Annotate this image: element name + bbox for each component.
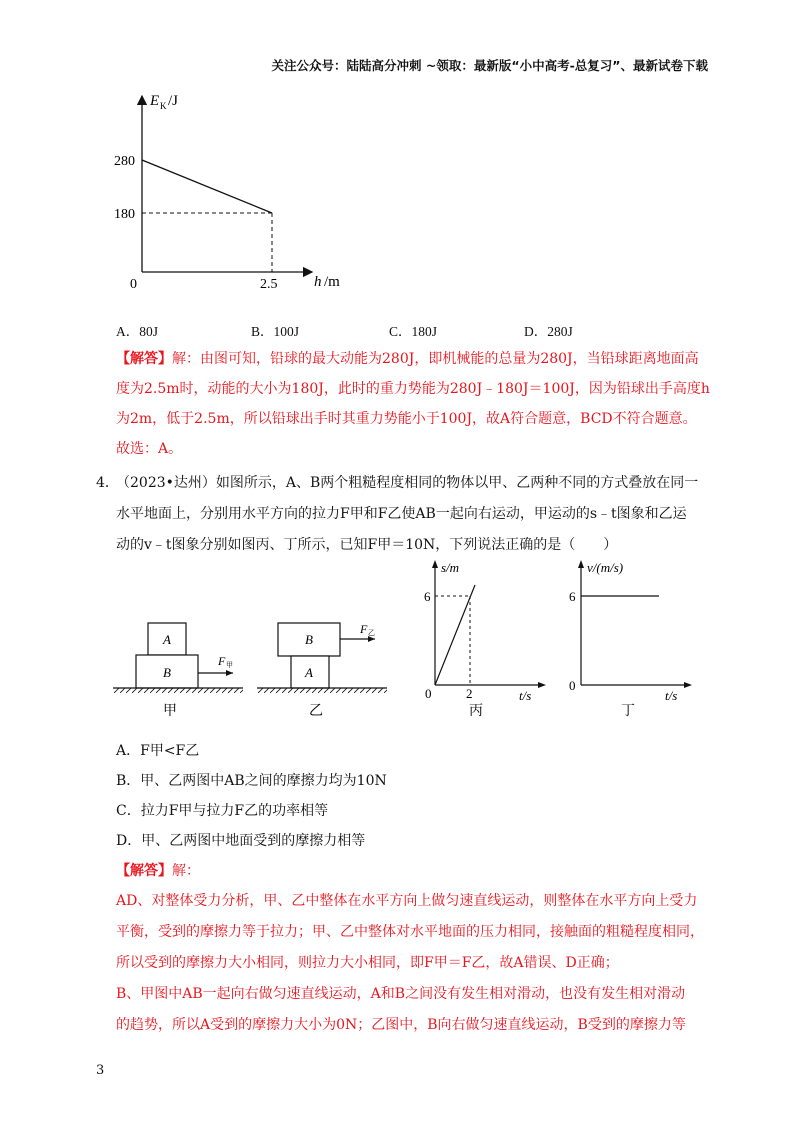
y-axis-label: E	[150, 93, 160, 109]
ek-h-graph	[100, 88, 360, 298]
page-header: 关注公众号：陆陆高分冲刺 ~领取：最新版“小中高考-总复习”、最新试卷下载	[271, 58, 708, 73]
q4-answer-line-1: AD、对整体受力分析，甲、乙中整体在水平方向上做匀速直线运动，则整体在水平方向上受力	[116, 893, 698, 909]
prev-answer-line-4: 故选：A。	[116, 441, 183, 457]
prev-option-b: B．100J	[251, 324, 300, 339]
x-tick-25: 2.5	[260, 277, 278, 292]
label-b: B	[305, 632, 313, 647]
q4-answer-line-5: 的趋势，所以A受到的摩擦力大小为0N；乙图中，B向右做匀速直线运动，B受到的摩擦力等	[116, 1017, 686, 1033]
answer-tag: 【解答】	[116, 863, 172, 879]
figure-bing-st-graph	[415, 555, 550, 720]
q4-answer-line-4: B、甲图中AB一起向右做匀速直线运动，A和B之间没有发生相对滑动，也没有发生相对滑动	[116, 986, 686, 1002]
label-b: B	[163, 665, 171, 680]
prev-option-a: A．80J	[116, 324, 159, 339]
prev-option-d: D．280J	[524, 324, 573, 339]
x-axis-label: t/s	[519, 688, 532, 703]
figure-jia	[108, 615, 248, 720]
prev-option-c: C．180J	[389, 324, 438, 339]
caption-yi: 乙	[309, 704, 323, 719]
y-axis-label: s/m	[441, 560, 460, 575]
q4-stem-line-2: 水平地面上，分别用水平方向的拉力F甲和F乙使AB一起向右运动，甲运动的s﹣t图象和乙运	[116, 506, 687, 522]
y-axis-unit: /J	[168, 93, 179, 109]
x-tick-2: 2	[466, 686, 473, 701]
q4-option-d: D．甲、乙两图中地面受到的摩擦力相等	[116, 833, 366, 849]
q4-option-a: A．F甲<F乙	[116, 743, 200, 759]
force-label: F	[218, 654, 226, 668]
st-line	[435, 585, 475, 685]
caption-bing: 丙	[469, 704, 483, 719]
q4-answer-head: 【解答】解：	[116, 863, 200, 879]
x-axis-unit: /m	[324, 274, 340, 290]
q4-answer-line-2: 平衡，受到的摩擦力等于拉力；甲、乙中整体对水平地面的压力相同，接触面的粗糙程度相同，	[116, 924, 704, 940]
label-a: A	[163, 632, 171, 647]
q4-stem-line-3: 动的v﹣t图象分别如图丙、丁所示，已知F甲＝10N，下列说法正确的是（ ）	[116, 537, 618, 553]
y-axis-label: v/(m/s)	[587, 560, 624, 575]
q4-number: 4．	[96, 475, 119, 491]
q4-stem-line-1: （2023•达州）如图所示，A、B两个粗糙程度相同的物体以甲、乙两种不同的方式叠放在同一	[116, 475, 699, 491]
origin-label: 0	[425, 686, 432, 701]
y-tick-180: 180	[114, 207, 135, 222]
y-tick-6: 6	[569, 589, 576, 604]
x-axis-label: h	[314, 274, 322, 290]
y-tick-280: 280	[114, 154, 135, 169]
x-axis-label: t/s	[665, 688, 678, 703]
q4-option-b: B．甲、乙两图中AB之间的摩擦力均为10N	[116, 773, 387, 789]
prev-answer-line-3: 为2m，低于2.5m，所以铅球出手时其重力势能小于100J，故A符合题意，BCD不符合题意。	[116, 411, 697, 427]
answer-tag: 【解答】	[116, 351, 172, 367]
figure-ding-vt-graph	[565, 555, 700, 720]
q4-answer-line-3: 所以受到的摩擦力大小相同，则拉力大小相同，即F甲＝F乙，故A错误、D正确；	[116, 955, 619, 971]
force-label: F	[360, 622, 368, 636]
force-sub: 甲	[226, 661, 233, 669]
origin-label: 0	[130, 277, 137, 292]
origin-label: 0	[569, 678, 576, 693]
label-a: A	[305, 665, 313, 680]
figure-yi	[252, 615, 392, 720]
force-sub: 乙	[368, 629, 375, 637]
caption-jia: 甲	[163, 704, 177, 719]
q4-option-c: C．拉力F甲与拉力F乙的功率相等	[116, 803, 329, 819]
page-number: 3	[96, 1063, 105, 1078]
y-tick-6: 6	[424, 589, 431, 604]
y-axis-sub: K	[160, 101, 167, 111]
caption-ding: 丁	[621, 704, 635, 719]
prev-answer-line-1: 【解答】解：由图可知，铅球的最大动能为280J，即机械能的总量为280J，当铅球距离地面高	[116, 351, 699, 367]
prev-answer-line-2: 度为2.5m时，动能的大小为180J，此时的重力势能为280J﹣180J＝100J，因为铅球出手高度h	[116, 381, 710, 397]
ek-line	[142, 160, 272, 213]
